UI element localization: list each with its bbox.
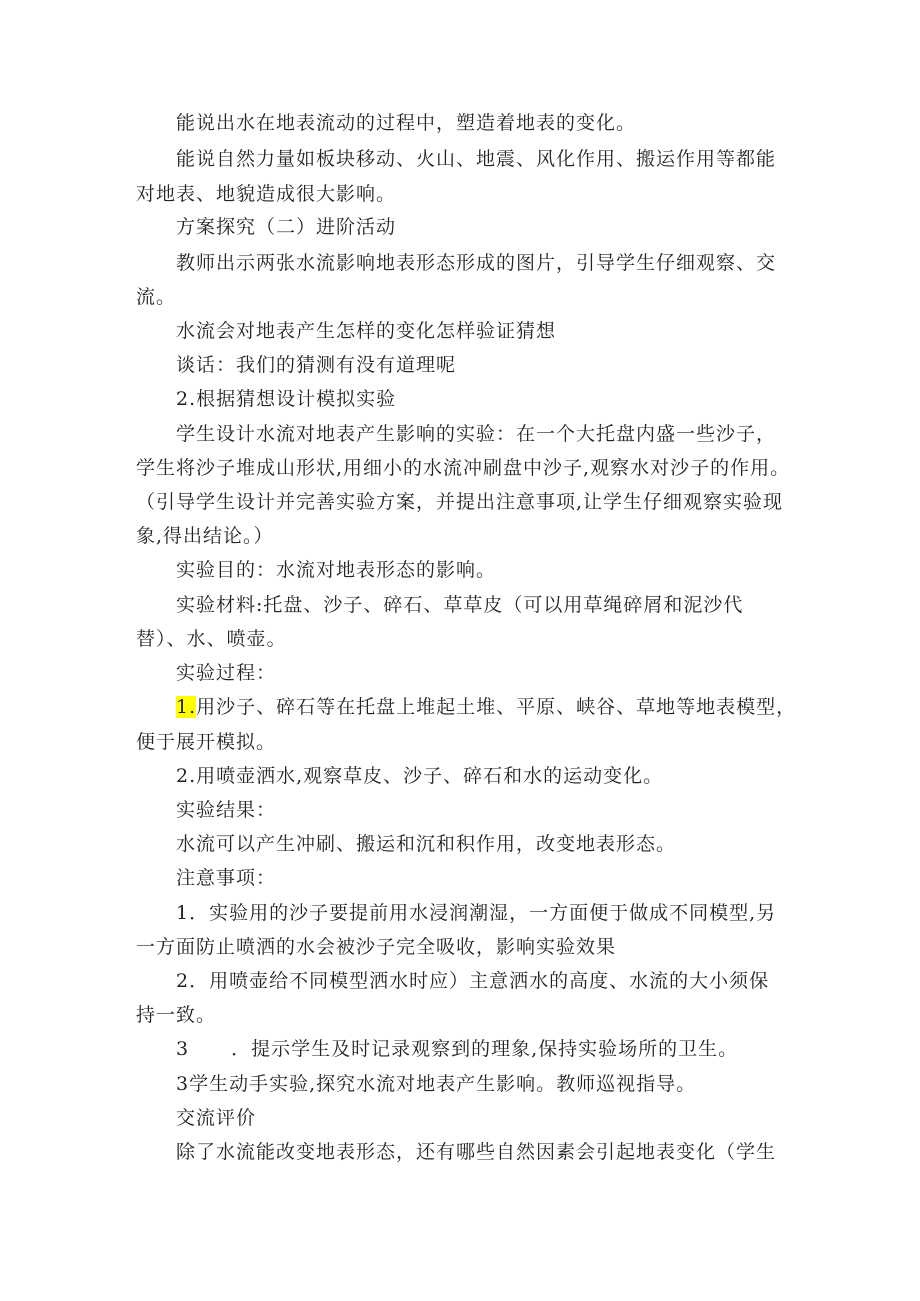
paragraph-line: 一方面防止喷洒的水会被沙子完全吸收，影响实验效果: [136, 936, 617, 958]
item-number: 3: [176, 1038, 190, 1060]
highlighted-number: 1.: [176, 696, 197, 718]
paragraph-line: 教师出示两张水流影响地表形态形成的图片，引导学生仔细观察、交: [176, 252, 777, 274]
paragraph-line: [176, 1036, 738, 1062]
paragraph-line: [176, 694, 796, 720]
paragraph-line: （引导学生设计并完善实验方案，并提出注意事项,让学生仔细观察实验现: [136, 491, 784, 513]
paragraph-line: 实验材料:托盘、沙子、碎石、草草皮（可以用草绳碎屑和泥沙代: [176, 594, 744, 616]
paragraph-line: 学生将沙子堆成山形状,用细小的水流冲刷盘中沙子,观察水对沙子的作用。: [136, 457, 791, 479]
paragraph-line: 持一致。: [136, 1004, 217, 1026]
paragraph-line: 象,得出结论。）: [136, 525, 274, 547]
paragraph-text: ．提示学生及时记录观察到的理象,保持实验场所的卫生。: [231, 1038, 739, 1060]
paragraph-line: 便于展开模拟。: [136, 731, 277, 753]
paragraph-line: 1．实验用的沙子要提前用水浸润潮湿，一方面便于做成不同模型,另: [176, 902, 777, 924]
paragraph-line: 学生设计水流对地表产生影响的实验：在一个大托盘内盛一些沙子，: [176, 423, 777, 445]
paragraph-line: 2．用喷壶给不同模型洒水时应）主意洒水的高度、水流的大小须保: [176, 970, 770, 992]
paragraph-line: 水流会对地表产生怎样的变化怎样验证猜想: [176, 320, 557, 342]
paragraph-line: 注意事项：: [176, 867, 277, 889]
paragraph-line: 流。: [136, 286, 177, 308]
paragraph-line: 除了水流能改变地表形态，还有哪些自然因素会引起地表变化（学生: [176, 1141, 777, 1163]
paragraph-line: 对地表、地貌造成很大影响。: [136, 183, 397, 205]
paragraph-line: 水流可以产生冲刷、搬运和沉和积作用，改变地表形态。: [176, 833, 677, 855]
paragraph-line: 实验目的：水流对地表形态的影响。: [176, 559, 497, 581]
section-heading: 交流评价: [176, 1107, 257, 1129]
paragraph-text: 用沙子、碎石等在托盘上堆起土堆、平原、峡谷、草地等地表模型，: [196, 696, 797, 718]
paragraph-line: 替）、水、喷壶。: [136, 628, 287, 650]
paragraph-line: 实验过程：: [176, 662, 277, 684]
paragraph-line: 实验结果：: [176, 799, 277, 821]
paragraph-line: 能说出水在地表流动的过程中，塑造着地表的变化。: [176, 112, 637, 134]
section-heading: 方案探究（二）进阶活动: [176, 216, 397, 238]
paragraph-line: 谈话：我们的猜测有没有道理呢: [176, 354, 457, 376]
paragraph-line: 能说自然力量如板块移动、火山、地震、风化作用、搬运作用等都能: [176, 148, 777, 170]
paragraph-line: 3学生动手实验,探究水流对地表产生影响。教师巡视指导。: [176, 1073, 697, 1095]
paragraph-line: 2.根据猜想设计模拟实验: [176, 388, 397, 410]
paragraph-line: 2.用喷壶洒水,观察草皮、沙子、碎石和水的运动变化。: [176, 765, 664, 787]
